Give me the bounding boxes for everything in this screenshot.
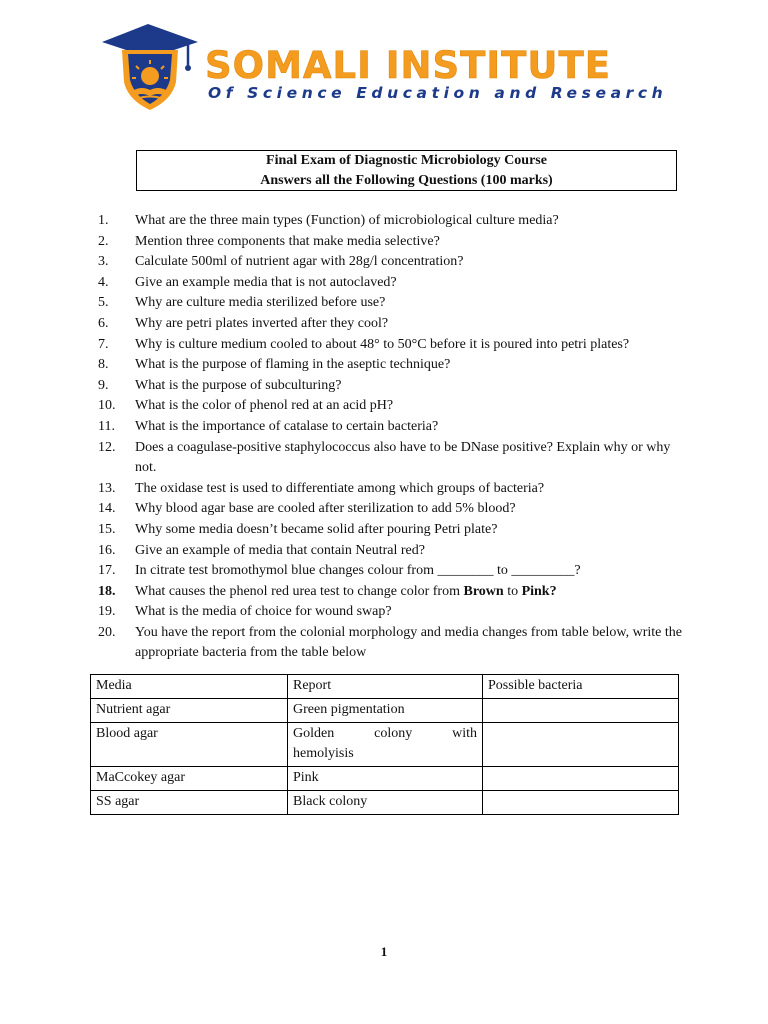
bacteria-answer-cell[interactable] (483, 791, 679, 815)
exam-title: Final Exam of Diagnostic Microbiology Course (266, 153, 547, 168)
question-item: 20. You have the report from the colonial morphology and media changes from table below, write the appropriate bacteria from the table below (98, 624, 682, 661)
exam-instructions: Answers all the Following Questions (100 marks) (260, 173, 553, 188)
table-header-cell: Report (288, 675, 483, 699)
question-item: 13. The oxidase test is used to differentiate among which groups of bacteria? (98, 480, 545, 496)
question-item: 15. Why some media doesn’t became solid after pouring Petri plate? (98, 521, 498, 537)
question-item: 9. What is the purpose of subculturing? (98, 377, 342, 393)
question-item: 7. Why is culture medium cooled to about 48° to 50°C before it is poured into petri plates? (98, 336, 630, 352)
question-item: 12. Does a coagulase-positive staphylococcus also have to be DNase positive? Explain why or why not. (98, 439, 671, 476)
table-header-row (91, 675, 679, 699)
question-item: 4. Give an example media that is not autoclaved? (98, 274, 397, 290)
table-header-cell: Media (91, 675, 288, 699)
table-row (91, 723, 679, 767)
question-item: 5. Why are culture media sterilized before use? (98, 295, 386, 311)
question-item: 17. In citrate test bromothymol blue changes colour from ________ to _________? (98, 563, 581, 579)
media-report-table (90, 674, 679, 815)
exam-title-box (136, 150, 677, 191)
report-cell: Golden colony with hemolyisis (288, 723, 483, 767)
question-item: 11. What is the importance of catalase to certain bacteria? (98, 418, 439, 434)
question-item: 18. What causes the phenol red urea test to change color from Brown to Pink? (98, 583, 557, 599)
question-item: 6. Why are petri plates inverted after they cool? (98, 315, 389, 331)
report-cell: Black colony (288, 791, 483, 815)
institute-tagline: Of Science Education and Research (208, 84, 668, 102)
page-number: 1 (380, 944, 388, 959)
question-item: 3. Calculate 500ml of nutrient agar with 28g/l concentration? (98, 254, 464, 270)
question-item: 16. Give an example of media that contain Neutral red? (98, 542, 425, 558)
question-item: 14. Why blood agar base are cooled after sterilization to add 5% blood? (98, 501, 516, 517)
question-item: 1. What are the three main types (Function) of microbiological culture media? (98, 213, 559, 228)
media-cell: MaCcokey agar (91, 767, 288, 791)
bacteria-answer-cell[interactable] (483, 723, 679, 767)
report-cell: Green pigmentation (288, 699, 483, 723)
table-row (91, 699, 679, 723)
media-cell: Blood agar (91, 723, 288, 767)
institute-name: SOMALI INSTITUTE (205, 44, 611, 87)
table-row (91, 767, 679, 791)
table-row (91, 791, 679, 815)
table-header-cell: Possible bacteria (483, 675, 679, 699)
report-cell: Pink (288, 767, 483, 791)
question-item: 2. Mention three components that make media selective? (98, 233, 440, 249)
graduation-cap-emblem-icon (100, 20, 200, 112)
media-cell: Nutrient agar (91, 699, 288, 723)
question-item: 10. What is the color of phenol red at an acid pH? (98, 398, 394, 414)
question-list (98, 211, 682, 664)
institute-logo (100, 20, 670, 112)
question-item: 8. What is the purpose of flaming in the aseptic technique? (98, 357, 451, 373)
bacteria-answer-cell[interactable] (483, 767, 679, 791)
media-cell: SS agar (91, 791, 288, 815)
bacteria-answer-cell[interactable] (483, 699, 679, 723)
question-item: 19. What is the media of choice for wound swap? (98, 604, 392, 620)
